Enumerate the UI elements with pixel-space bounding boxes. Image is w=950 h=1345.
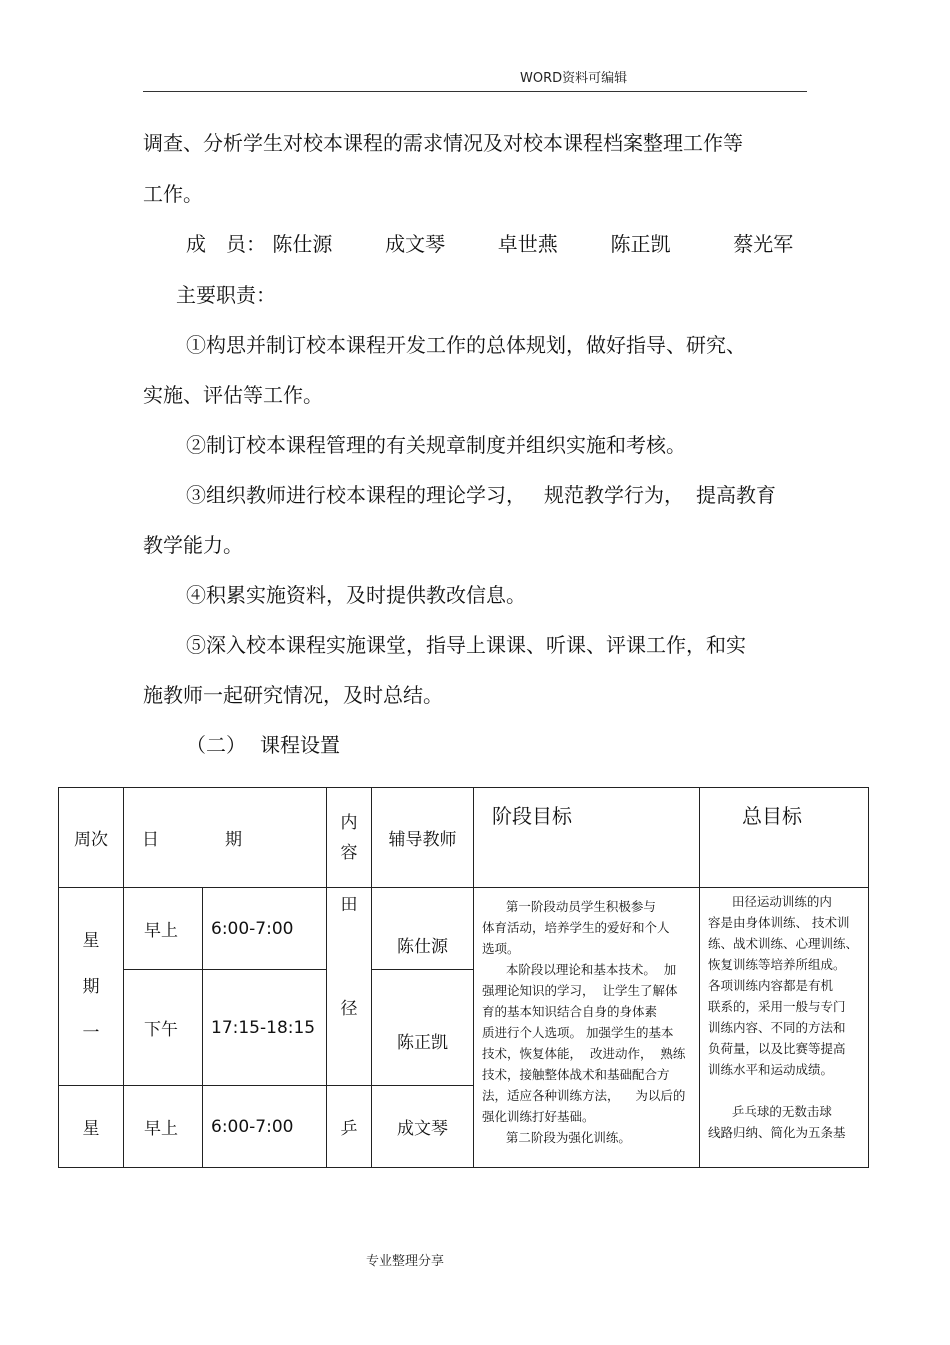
header-date-a: 日	[142, 830, 159, 850]
duty-3-part-3: 提高教育	[696, 483, 776, 507]
member-name: 成文琴	[385, 232, 446, 256]
section-number: （二）	[186, 733, 246, 757]
section-title: 课程设置	[260, 733, 340, 757]
section-heading	[186, 729, 340, 758]
content-cell	[327, 888, 372, 1086]
duty-3-part-2: 规范教学行为，	[544, 483, 684, 507]
duty-2: ②制订校本课程管理的有关规章制度并组织实施和考核。	[186, 433, 686, 457]
page-header-title: WORD资料可编辑	[520, 71, 628, 86]
page-footer: 专业整理分享	[366, 1254, 445, 1269]
header-stage-goal-cell	[474, 788, 700, 888]
day-cell	[59, 888, 124, 1086]
member-name: 蔡光军	[733, 232, 794, 256]
header-date	[124, 788, 327, 888]
time-cell: 6:00-7:00	[203, 888, 327, 970]
paragraph-line-2: 工作。	[143, 182, 203, 206]
stage-goal-text: 第一阶段动员学生积极参与 体育活动，培养学生的爱好和个人 选项。 本阶段以理论和基本技术。 加 强理论知识的学习， 让学生了解体 育的基本知识结合自身的身体素 质进行个人选项。 加强学生的基本 技术，恢复体能， 改进动作， 熟练 技术，接触整体战术和基础配合方 法，适应各种训练方法， 为以后的 强化训练打好基础。 第二阶段为强化训练。	[482, 899, 686, 1145]
day-label: 星期一	[82, 930, 100, 1043]
period-cell: 早上	[124, 888, 203, 970]
members-line	[186, 228, 793, 257]
time-cell: 6:00-7:00	[203, 1086, 327, 1168]
total-goal-cell	[700, 888, 869, 1168]
duty-4: ④积累实施资料，及时提供教改信息。	[186, 583, 526, 607]
member-name: 卓世燕	[497, 232, 558, 256]
paragraph-line-1: 调查、分析学生对校本课程的需求情况及对校本课程档案整理工作等	[143, 131, 743, 155]
time-cell: 17:15-18:15	[203, 970, 327, 1086]
content-char-1: 田径	[340, 894, 358, 1019]
header-week: 周次	[59, 788, 124, 888]
duty-1-line-b: 实施、评估等工作。	[143, 383, 323, 407]
duty-3-part-1: ③组织教师进行校本课程的理论学习，	[186, 483, 526, 507]
header-date-b: 期	[225, 830, 242, 850]
duty-5-line-a: ⑤深入校本课程实施课堂，指导上课课、听课、评课工作，和实	[186, 633, 746, 657]
members-label: 成 员：	[186, 232, 266, 256]
header-total-goal: 总目标	[742, 804, 802, 828]
duties-title: 主要职责：	[176, 283, 276, 307]
period-cell: 下午	[124, 970, 203, 1086]
total-goal-text: 田径运动训练的内 容是由身体训练、 技术训 练、战术训练、心理训练、 恢复训练等培养所组成。 各项训练内容都是有机 联系的，采用一般与专门 训练内容、不同的方法和 负荷量，以及比赛等提高 训练水平和运动成绩。 乒乓球的无数击球 线路归纳、简化为五条基	[708, 894, 859, 1140]
content-cell: 乒	[327, 1086, 372, 1168]
duty-5-line-b: 施教师一起研究情况，及时总结。	[143, 683, 443, 707]
header-content: 内容	[340, 812, 358, 863]
member-name: 陈正凯	[610, 232, 671, 256]
duty-1-line-a: ①构思并制订校本课程开发工作的总体规划，做好指导、研究、	[186, 333, 746, 357]
period-cell: 早上	[124, 1086, 203, 1168]
table-header-row	[59, 788, 869, 888]
day-cell: 星	[59, 1086, 124, 1168]
header-total-goal-cell	[700, 788, 869, 888]
header-stage-goal: 阶段目标	[492, 804, 572, 828]
course-schedule-table	[58, 787, 869, 1168]
member-name: 陈仕源	[272, 232, 333, 256]
duty-3-line-b: 教学能力。	[143, 533, 243, 557]
teacher-cell: 陈仕源	[372, 888, 474, 970]
duty-3-line-a	[186, 479, 776, 508]
table-row	[59, 888, 869, 970]
teacher-cell: 陈正凯	[372, 970, 474, 1086]
teacher-cell: 成文琴	[372, 1086, 474, 1168]
stage-goal-cell	[474, 888, 700, 1168]
header-rule	[143, 91, 807, 92]
content-label	[340, 853, 358, 1061]
header-teacher: 辅导教师	[372, 788, 474, 888]
